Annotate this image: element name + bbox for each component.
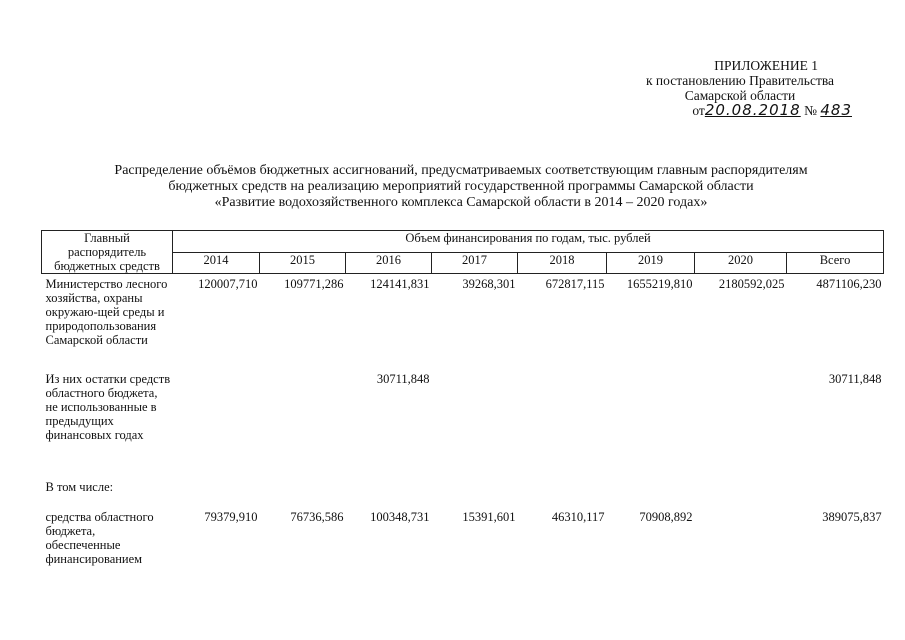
cell-value: 1655219,810 (626, 277, 693, 291)
header-year-2015: 2015 (260, 252, 346, 274)
cell-value: 70908,892 (639, 509, 693, 524)
handwritten-number: 483 (820, 101, 852, 119)
cell-value (260, 477, 346, 507)
header-year-2019: 2019 (607, 252, 695, 274)
budget-table (41, 230, 884, 577)
cell-value (695, 477, 787, 507)
cell-value (518, 369, 607, 477)
cell-value (607, 369, 695, 477)
cell-value: 389075,837 (822, 509, 882, 524)
heading-line-2: бюджетных средств на реализацию мероприятий государственной программы Самарской области (168, 179, 754, 194)
cell-value: 100348,731 (370, 509, 430, 524)
header-year-2014: 2014 (173, 252, 260, 274)
header-distributor: Главный распорядитель бюджетных средств (42, 231, 173, 274)
table-row (42, 274, 884, 369)
cell-value: 124141,831 (370, 277, 430, 291)
cell-value (695, 507, 787, 577)
cell-value (432, 477, 518, 507)
row-label: Из них остатки средств областного бюджета, не использованные в предыдущих финансовых годах (45, 371, 171, 442)
header-total: Всего (787, 252, 884, 274)
heading-line-3: «Развитие водохозяйственного комплекса Самарской области в 2014 – 2020 годах» (214, 195, 708, 210)
cell-value: 2180592,025 (718, 277, 785, 291)
appendix-date-number (600, 103, 880, 118)
cell-value: 76736,586 (290, 509, 344, 524)
date-prefix: от (692, 103, 705, 118)
cell-value (346, 477, 432, 507)
cell-value: 79379,910 (204, 509, 258, 524)
table-row (42, 477, 884, 507)
cell-value (260, 369, 346, 477)
row-label: Министерство лесного хозяйства, охраны окружаю-щей среды и природопользования Самарской области (45, 277, 168, 347)
document-heading (40, 163, 882, 211)
cell-value (695, 369, 787, 477)
header-year-2018: 2018 (518, 252, 607, 274)
cell-value (607, 477, 695, 507)
cell-value (173, 477, 260, 507)
cell-value: 120007,710 (198, 277, 258, 291)
appendix-block (600, 58, 880, 118)
cell-value: 30711,848 (376, 371, 430, 386)
number-prefix: № (804, 103, 817, 118)
row-label: В том числе: (45, 479, 114, 494)
table-row (42, 369, 884, 477)
handwritten-date: 20.08.2018 (704, 101, 801, 119)
cell-value (173, 369, 260, 477)
cell-value: 39268,301 (462, 277, 516, 291)
cell-value: 30711,848 (828, 371, 882, 386)
cell-value: 46310,117 (551, 509, 605, 524)
cell-value (787, 477, 884, 507)
cell-value (432, 369, 518, 477)
appendix-title: ПРИЛОЖЕНИЕ 1 (714, 58, 818, 73)
header-year-2017: 2017 (432, 252, 518, 274)
cell-value: 109771,286 (284, 277, 344, 291)
header-funding-group: Объем финансирования по годам, тыс. рублей (173, 231, 884, 253)
row-label: средства областного бюджета, обеспеченные финансированием (45, 509, 154, 566)
cell-value: 4871106,230 (816, 277, 882, 291)
cell-value (518, 477, 607, 507)
table-row (42, 507, 884, 577)
appendix-line-1: к постановлению Правительства (645, 73, 835, 88)
header-year-2016: 2016 (346, 252, 432, 274)
heading-line-1: Распределение объёмов бюджетных ассигнований, предусматриваемых соответствующим главным распорядителям (114, 163, 808, 178)
cell-value: 672817,115 (545, 277, 605, 291)
header-year-2020: 2020 (695, 252, 787, 274)
appendix-line-2: Самарской области (684, 88, 796, 103)
cell-value: 15391,601 (462, 509, 516, 524)
